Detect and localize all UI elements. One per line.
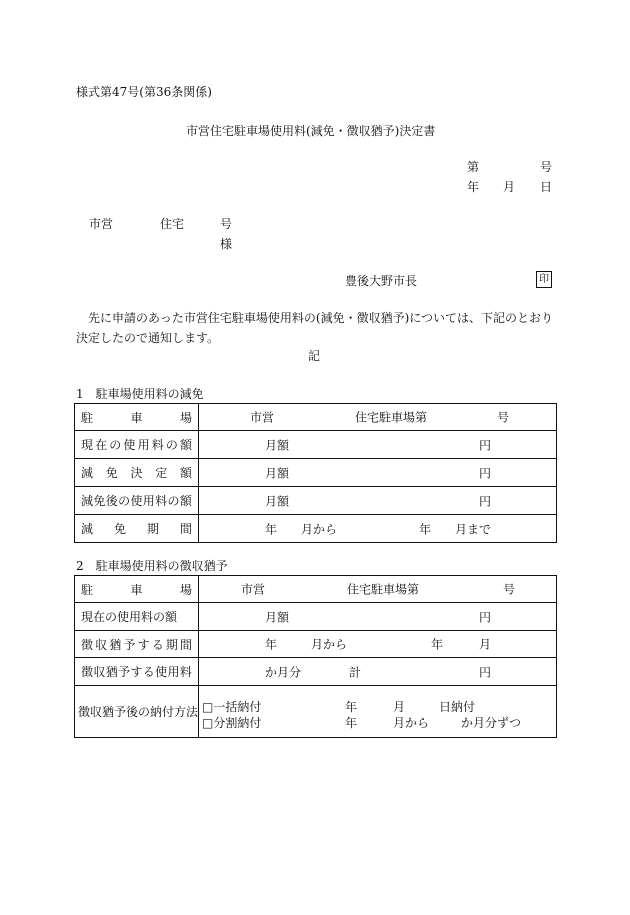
table-row: [75, 459, 557, 487]
addressee-jutaku: 住宅: [160, 217, 185, 231]
ki-mark: 記: [308, 349, 321, 363]
table-row: [75, 658, 557, 686]
label-cell: [75, 515, 199, 543]
label-current-fee: 現 在 の 使 用 料 の 額: [81, 438, 192, 452]
table-row: [75, 686, 557, 738]
label-parking: 駐 車 場: [81, 582, 192, 597]
label-current-fee: 現在の使用料の額: [81, 610, 178, 624]
label-payment-method: 徴収猶予後の納付方法: [78, 705, 199, 719]
label-reduction-amount: 減 免 決 定 額: [81, 466, 192, 480]
value-cell: 月額 円: [199, 487, 557, 515]
seal-mark: 印: [536, 271, 552, 288]
value-cell: 月額 円: [199, 431, 557, 459]
section1-heading: 1 駐車場使用料の減免: [76, 387, 204, 401]
body-text-line2: 決定したので通知します。: [76, 331, 220, 345]
label-deferred-fee: 徴 収 猶 予 す る 使 用 料: [81, 665, 192, 679]
addressee-shiei: 市営: [89, 217, 114, 231]
value-cell: □一括納付 年 月 日納付 □分割納付 年 月から か月分ずつ: [199, 686, 557, 738]
value-cell: 年 月から 年 月: [199, 631, 557, 658]
section1-table: [74, 403, 557, 543]
doc-number-dai: 第: [467, 160, 480, 174]
date-month: 月: [503, 180, 516, 194]
value-cell: 月額 円: [199, 603, 557, 631]
table-row: [75, 603, 557, 631]
doc-number-go: 号: [540, 160, 553, 174]
addressee-go: 号: [220, 217, 233, 231]
label-cell: [75, 431, 199, 459]
value-cell: 市営 住宅駐車場第 号: [199, 576, 557, 603]
lump-sum-option: □一括納付: [202, 700, 262, 714]
document-title: 市営住宅駐車場使用料(減免・徴収猶予)決定書: [186, 124, 436, 138]
table-row: [75, 487, 557, 515]
label-fee-after-reduction: 減 免 後 の 使 用 料 の 額: [81, 494, 192, 508]
section2-table: [74, 575, 557, 738]
label-cell: [75, 487, 199, 515]
label-parking: 駐 車 場: [81, 410, 192, 425]
value-cell: か月分 計 円: [199, 658, 557, 686]
label-cell: [75, 459, 199, 487]
table-row: [75, 431, 557, 459]
label-reduction-period: 減 免 期 間: [81, 522, 192, 536]
form-number: 様式第47号(第36条関係): [76, 85, 212, 99]
label-cell: [75, 686, 199, 738]
table-row: [75, 404, 557, 431]
date-year: 年: [467, 180, 480, 194]
body-text-line1: 先に申請のあった市営住宅駐車場使用料の(減免・徴収猶予)については、下記のとおり: [88, 311, 554, 325]
label-cell: [75, 404, 199, 431]
label-cell: [75, 576, 199, 603]
addressee-sama: 様: [220, 237, 233, 251]
value-cell: 月額 円: [199, 459, 557, 487]
section2-heading: 2 駐車場使用料の徴収猶予: [76, 559, 228, 573]
table-row: [75, 515, 557, 543]
label-deferral-period: 徴 収 猶 予 す る 期 間: [81, 637, 192, 652]
label-cell: [75, 631, 199, 658]
table-row: [75, 576, 557, 603]
label-cell: [75, 603, 199, 631]
table-row: [75, 631, 557, 658]
issuer-name: 豊後大野市長: [345, 274, 418, 288]
installment-option: □分割納付: [202, 716, 262, 730]
value-cell: 年 月から 年 月まで: [199, 515, 557, 543]
value-cell: 市営 住宅駐車場第 号: [199, 404, 557, 431]
label-cell: [75, 658, 199, 686]
date-day: 日: [540, 180, 553, 194]
